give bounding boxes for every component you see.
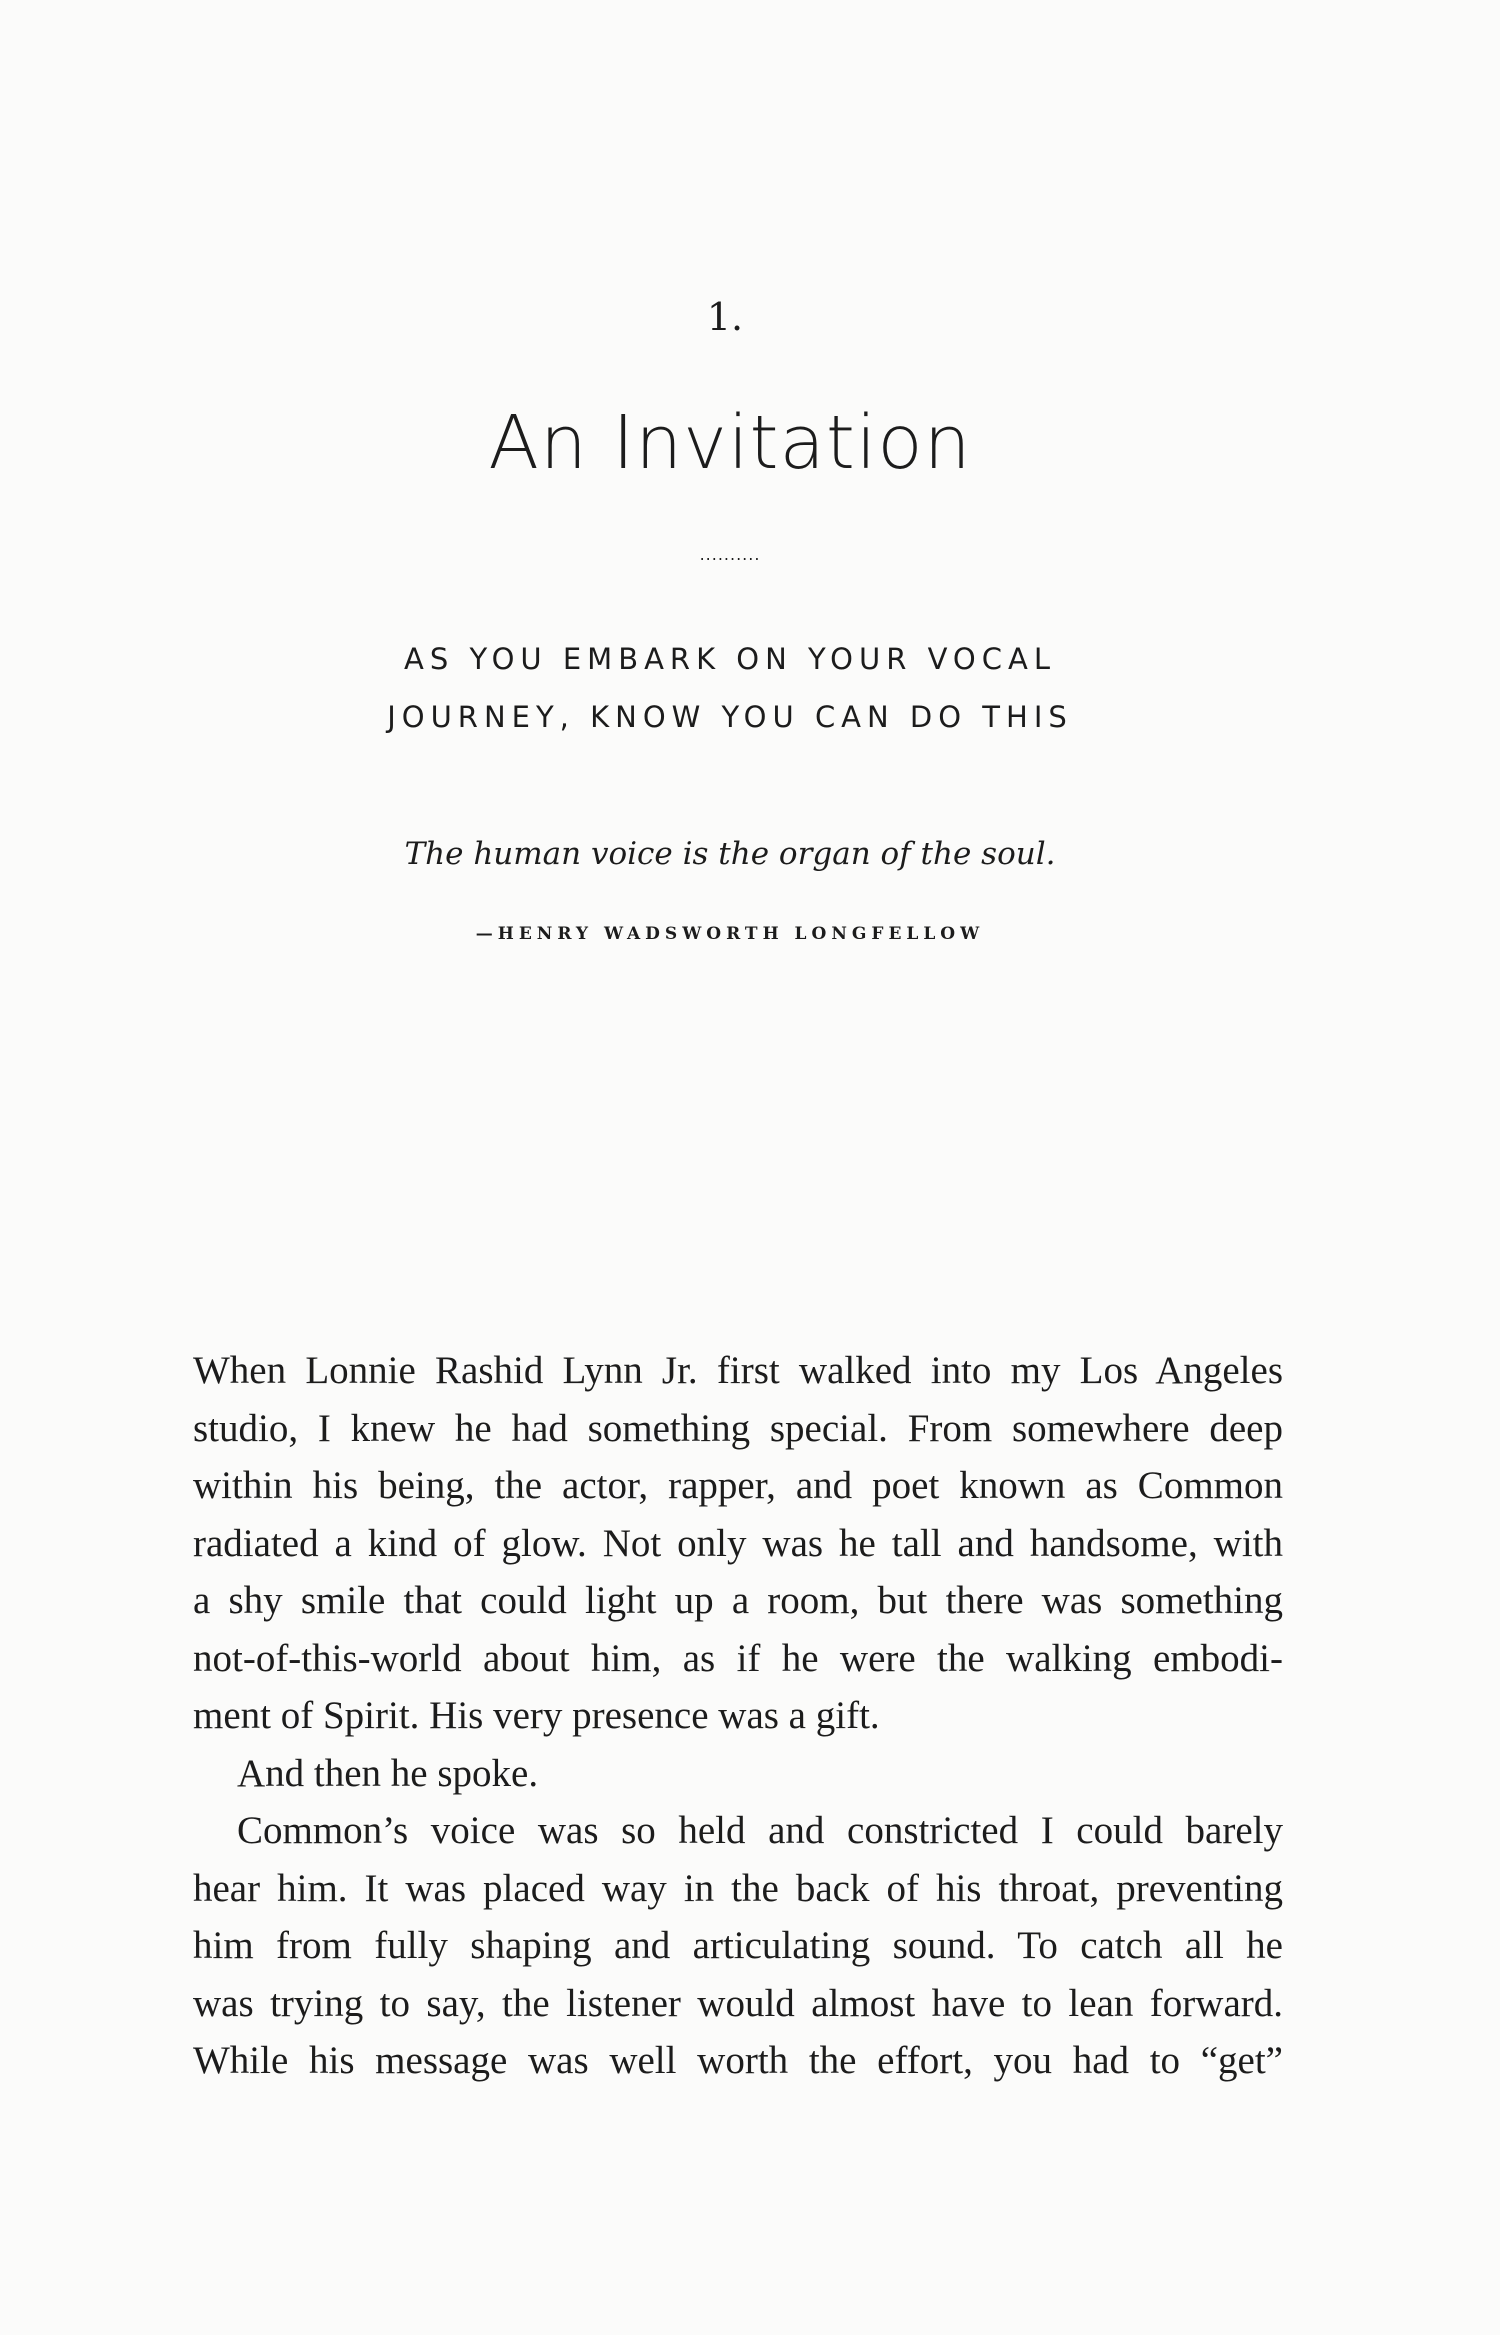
text-line: a shy smile that could light up a room, but there was something xyxy=(193,1579,1283,1622)
chapter-number: 1. xyxy=(706,295,744,339)
text-line: ment of Spirit. His very presence was a gift. xyxy=(193,1694,880,1737)
text-line: was trying to say, the listener would almost have to lean forward. xyxy=(193,1981,1283,2025)
text-line: And then he spoke. xyxy=(237,1751,539,1795)
subtitle-line: JOURNEY, KNOW YOU CAN DO THIS xyxy=(387,700,1073,734)
text-line: When Lonnie Rashid Lynn Jr. first walked into my Los Angeles xyxy=(193,1349,1283,1392)
ornament-divider: .......... xyxy=(699,545,761,564)
body-text xyxy=(193,1342,1283,2090)
text-line: Common’s voice was so held and constricted I could barely xyxy=(237,1809,1283,1852)
chapter-subtitle xyxy=(0,630,1460,746)
subtitle-line: AS YOU EMBARK ON YOUR VOCAL xyxy=(403,642,1056,676)
text-line: While his message was well worth the effort, you had to “get” xyxy=(193,2039,1283,2082)
text-line: not-of-this-world about him, as if he were the walking embodi- xyxy=(193,1636,1283,1680)
chapter-title: An Invitation xyxy=(488,400,972,486)
text-line: him from fully shaping and articulating sound. To catch all he xyxy=(193,1924,1283,1967)
text-line: within his being, the actor, rapper, and poet known as Common xyxy=(193,1464,1283,1507)
epigraph-quote: The human voice is the organ of the soul. xyxy=(404,836,1056,872)
text-line: radiated a kind of glow. Not only was he tall and handsome, with xyxy=(193,1521,1283,1565)
text-line: studio, I knew he had something special. From somewhere deep xyxy=(193,1406,1283,1450)
epigraph-attribution: —HENRY WADSWORTH LONGFELLOW xyxy=(475,924,985,944)
text-line: hear him. It was placed way in the back of his throat, preventing xyxy=(193,1866,1283,1910)
